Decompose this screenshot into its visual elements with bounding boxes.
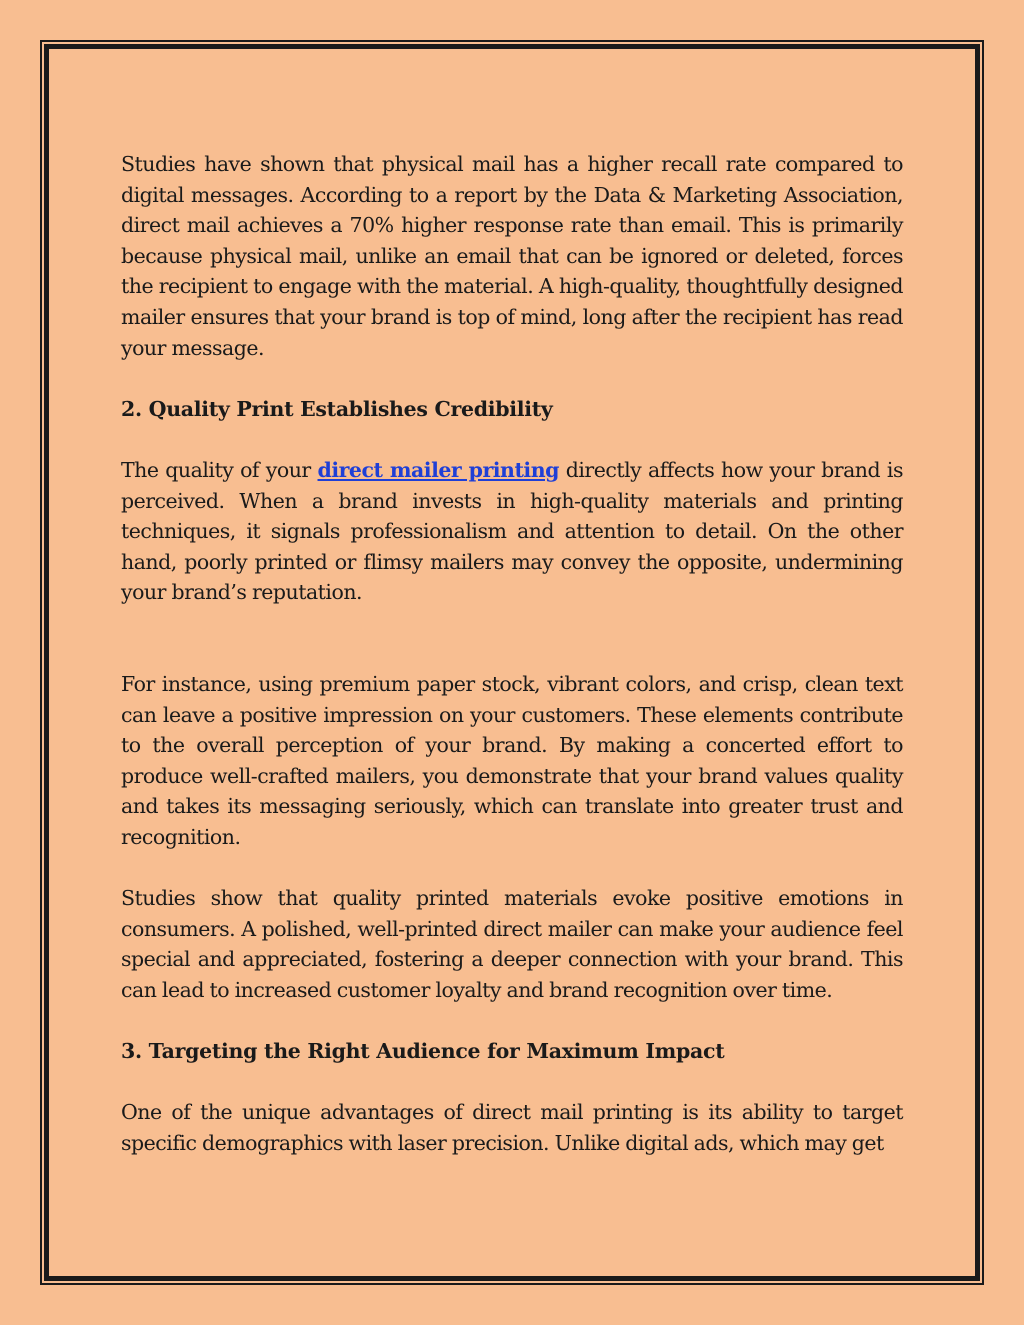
- spacer: [121, 1005, 903, 1036]
- paragraph-premium-paper: For instance, using premium paper stock, vibrant colors, and crisp, clean text can leave a positive impression on your customers. These elements contribute to the overall perception of your brand. By making a concerted effort to produce well-crafted mailers, you demonstrate that your brand values quality and takes its messaging seriously, which can translate into greater trust and recognition.: [121, 671, 903, 849]
- text-after-link: directly affects how your brand is perceived. When a brand invests in high-quality materials and printing techniques, it signals professionalism and attention to detail. On the other hand, poorly printed or flimsy mailers may convey the opposite, undermining your brand’s reputation.: [121, 457, 903, 605]
- heading-quality-print: 2. Quality Print Establishes Credibility: [121, 396, 553, 421]
- heading-targeting-audience: 3. Targeting the Right Audience for Maximum Impact: [121, 1039, 725, 1064]
- spacer: [121, 424, 903, 455]
- spacer: [121, 608, 903, 669]
- paragraph-target-demographics: One of the unique advantages of direct mail printing is its ability to target specific demographics with laser precision. Unlike digital ads, which may get: [121, 1100, 903, 1155]
- text-before-link: The quality of your: [121, 457, 318, 482]
- spacer: [121, 1067, 903, 1098]
- paragraph-recall-rate: Studies have shown that physical mail has a higher recall rate compared to digital messages. According to a report by the Data & Marketing Association, direct mail achieves a 70% higher response rate than email. This is primarily because physical mail, unlike an email that can be ignored or deleted, forces the recipient to engage with the material. A high-quality, thoughtfully designed mailer ensures that your brand is top of mind, long after the recipient has read your message.: [121, 152, 903, 360]
- paragraph-credibility: [121, 455, 903, 608]
- spacer: [121, 363, 903, 394]
- direct-mailer-printing-link[interactable]: direct mailer printing: [317, 457, 559, 482]
- document-body: [121, 149, 903, 1158]
- spacer: [121, 852, 903, 883]
- paragraph-positive-emotions: Studies show that quality printed materials evoke positive emotions in consumers. A polished, well-printed direct mailer can make your audience feel special and appreciated, fostering a deeper connection with your brand. This can lead to increased customer loyalty and brand recognition over time.: [121, 886, 903, 1002]
